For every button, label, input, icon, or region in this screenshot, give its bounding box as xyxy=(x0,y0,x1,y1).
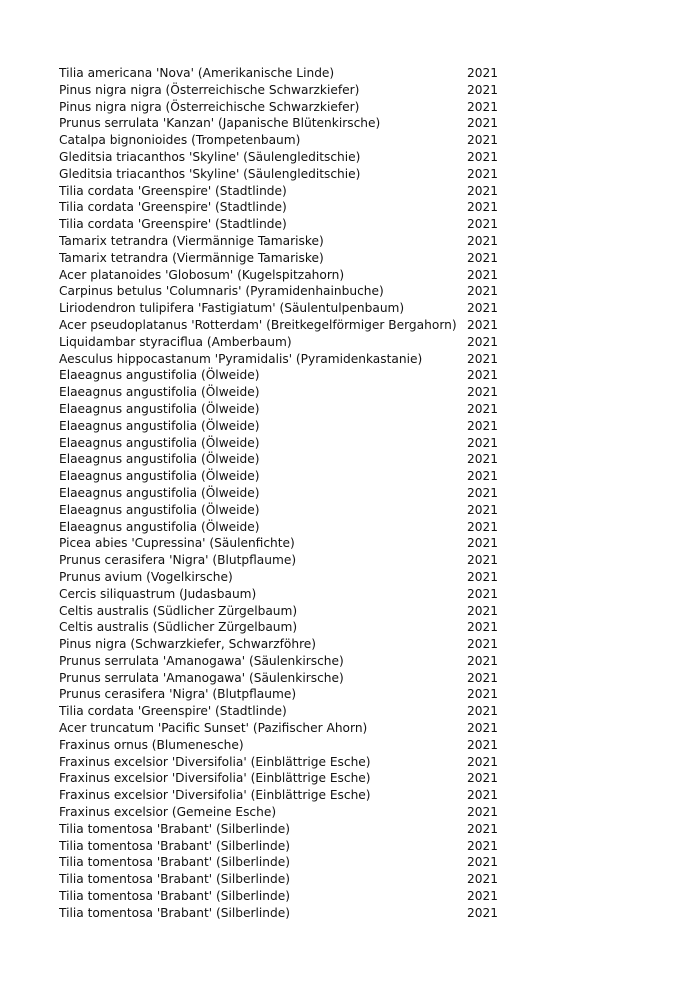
table-row xyxy=(59,519,499,536)
table-row xyxy=(59,603,499,620)
table-row xyxy=(59,636,499,653)
planting-year: 2021 xyxy=(467,704,499,719)
table-row xyxy=(59,418,499,435)
planting-year: 2021 xyxy=(467,536,499,551)
planting-year: 2021 xyxy=(467,905,499,920)
table-row xyxy=(59,670,499,687)
planting-year: 2021 xyxy=(467,485,499,500)
table-row xyxy=(59,737,499,754)
planting-year: 2021 xyxy=(467,435,499,450)
tree-name: Cercis siliquastrum (Judasbaum) xyxy=(59,586,257,601)
planting-year: 2021 xyxy=(467,133,499,148)
table-row xyxy=(59,653,499,670)
planting-year: 2021 xyxy=(467,805,499,820)
tree-list xyxy=(59,65,499,922)
planting-year: 2021 xyxy=(467,788,499,803)
tree-name: Fraxinus excelsior (Gemeine Esche) xyxy=(59,805,277,820)
planting-year: 2021 xyxy=(467,821,499,836)
tree-name: Elaeagnus angustifolia (Ölweide) xyxy=(59,435,260,450)
planting-year: 2021 xyxy=(467,385,499,400)
tree-name: Elaeagnus angustifolia (Ölweide) xyxy=(59,469,260,484)
table-row xyxy=(59,804,499,821)
tree-name: Acer truncatum 'Pacific Sunset' (Pazifischer Ahorn) xyxy=(59,721,368,736)
tree-name: Prunus cerasifera 'Nigra' (Blutpflaume) xyxy=(59,687,297,702)
planting-year: 2021 xyxy=(467,872,499,887)
planting-year: 2021 xyxy=(467,502,499,517)
planting-year: 2021 xyxy=(467,754,499,769)
tree-name: Pinus nigra (Schwarzkiefer, Schwarzföhre) xyxy=(59,637,317,652)
tree-name: Tamarix tetrandra (Viermännige Tamariske) xyxy=(59,250,324,265)
table-row xyxy=(59,283,499,300)
tree-name: Acer platanoides 'Globosum' (Kugelspitzahorn) xyxy=(59,267,345,282)
tree-name: Tilia tomentosa 'Brabant' (Silberlinde) xyxy=(59,838,290,853)
tree-name: Tamarix tetrandra (Viermännige Tamariske) xyxy=(59,233,324,248)
tree-name: Celtis australis (Südlicher Zürgelbaum) xyxy=(59,603,298,618)
tree-name: Fraxinus excelsior 'Diversifolia' (Einblättrige Esche) xyxy=(59,771,371,786)
planting-year: 2021 xyxy=(467,855,499,870)
table-row xyxy=(59,854,499,871)
planting-year: 2021 xyxy=(467,569,499,584)
tree-name: Tilia cordata 'Greenspire' (Stadtlinde) xyxy=(59,200,287,215)
table-row xyxy=(59,720,499,737)
planting-year: 2021 xyxy=(467,670,499,685)
planting-year: 2021 xyxy=(467,82,499,97)
tree-name: Fraxinus ornus (Blumenesche) xyxy=(59,737,244,752)
table-row xyxy=(59,233,499,250)
table-row xyxy=(59,149,499,166)
planting-year: 2021 xyxy=(467,233,499,248)
planting-year: 2021 xyxy=(467,418,499,433)
table-row xyxy=(59,166,499,183)
tree-name: Prunus avium (Vogelkirsche) xyxy=(59,569,233,584)
planting-year: 2021 xyxy=(467,401,499,416)
planting-year: 2021 xyxy=(467,771,499,786)
tree-name: Gleditsia triacanthos 'Skyline' (Säulengleditschie) xyxy=(59,149,361,164)
table-row xyxy=(59,838,499,855)
tree-name: Pinus nigra nigra (Österreichische Schwarzkiefer) xyxy=(59,82,360,97)
table-row xyxy=(59,871,499,888)
tree-name: Gleditsia triacanthos 'Skyline' (Säulengleditschie) xyxy=(59,166,361,181)
tree-name: Tilia cordata 'Greenspire' (Stadtlinde) xyxy=(59,183,287,198)
planting-year: 2021 xyxy=(467,267,499,282)
planting-year: 2021 xyxy=(467,620,499,635)
table-row xyxy=(59,199,499,216)
table-row xyxy=(59,334,499,351)
tree-name: Tilia tomentosa 'Brabant' (Silberlinde) xyxy=(59,821,290,836)
tree-name: Prunus serrulata 'Amanogawa' (Säulenkirsche) xyxy=(59,653,344,668)
table-row xyxy=(59,132,499,149)
planting-year: 2021 xyxy=(467,149,499,164)
table-row xyxy=(59,250,499,267)
tree-name: Acer pseudoplatanus 'Rotterdam' (Breitkegelförmiger Bergahorn) xyxy=(59,317,457,332)
tree-name: Elaeagnus angustifolia (Ölweide) xyxy=(59,368,260,383)
planting-year: 2021 xyxy=(467,116,499,131)
tree-name: Tilia tomentosa 'Brabant' (Silberlinde) xyxy=(59,872,290,887)
table-row xyxy=(59,115,499,132)
planting-year: 2021 xyxy=(467,183,499,198)
table-row xyxy=(59,686,499,703)
tree-name: Pinus nigra nigra (Österreichische Schwarzkiefer) xyxy=(59,99,360,114)
tree-name: Tilia tomentosa 'Brabant' (Silberlinde) xyxy=(59,855,290,870)
planting-year: 2021 xyxy=(467,519,499,534)
table-row xyxy=(59,770,499,787)
table-row xyxy=(59,99,499,116)
tree-name: Prunus serrulata 'Amanogawa' (Säulenkirsche) xyxy=(59,670,344,685)
table-row xyxy=(59,787,499,804)
table-row xyxy=(59,754,499,771)
table-row xyxy=(59,619,499,636)
table-row xyxy=(59,183,499,200)
planting-year: 2021 xyxy=(467,284,499,299)
table-row xyxy=(59,267,499,284)
table-row xyxy=(59,300,499,317)
planting-year: 2021 xyxy=(467,737,499,752)
tree-name: Fraxinus excelsior 'Diversifolia' (Einblättrige Esche) xyxy=(59,788,371,803)
table-row xyxy=(59,905,499,922)
planting-year: 2021 xyxy=(467,317,499,332)
table-row xyxy=(59,552,499,569)
tree-name: Elaeagnus angustifolia (Ölweide) xyxy=(59,519,260,534)
planting-year: 2021 xyxy=(467,553,499,568)
tree-name: Prunus cerasifera 'Nigra' (Blutpflaume) xyxy=(59,553,297,568)
tree-name: Elaeagnus angustifolia (Ölweide) xyxy=(59,385,260,400)
planting-year: 2021 xyxy=(467,334,499,349)
tree-name: Elaeagnus angustifolia (Ölweide) xyxy=(59,502,260,517)
table-row xyxy=(59,367,499,384)
tree-name: Prunus serrulata 'Kanzan' (Japanische Blütenkirsche) xyxy=(59,116,381,131)
table-row xyxy=(59,351,499,368)
table-row xyxy=(59,535,499,552)
table-row xyxy=(59,65,499,82)
planting-year: 2021 xyxy=(467,687,499,702)
planting-year: 2021 xyxy=(467,452,499,467)
tree-name: Fraxinus excelsior 'Diversifolia' (Einblättrige Esche) xyxy=(59,754,371,769)
tree-name: Tilia tomentosa 'Brabant' (Silberlinde) xyxy=(59,889,290,904)
table-row xyxy=(59,435,499,452)
table-row xyxy=(59,569,499,586)
tree-name: Catalpa bignonioides (Trompetenbaum) xyxy=(59,133,301,148)
planting-year: 2021 xyxy=(467,250,499,265)
tree-name: Liquidambar styraciflua (Amberbaum) xyxy=(59,334,292,349)
table-row xyxy=(59,821,499,838)
table-row xyxy=(59,82,499,99)
table-row xyxy=(59,401,499,418)
planting-year: 2021 xyxy=(467,301,499,316)
tree-name: Tilia americana 'Nova' (Amerikanische Linde) xyxy=(59,66,335,80)
table-row xyxy=(59,468,499,485)
planting-year: 2021 xyxy=(467,603,499,618)
table-row xyxy=(59,317,499,334)
table-row xyxy=(59,502,499,519)
tree-name: Tilia cordata 'Greenspire' (Stadtlinde) xyxy=(59,704,287,719)
planting-year: 2021 xyxy=(467,368,499,383)
planting-year: 2021 xyxy=(467,469,499,484)
planting-year: 2021 xyxy=(467,889,499,904)
tree-name: Carpinus betulus 'Columnaris' (Pyramidenhainbuche) xyxy=(59,284,384,299)
table-row xyxy=(59,888,499,905)
planting-year: 2021 xyxy=(467,586,499,601)
planting-year: 2021 xyxy=(467,66,499,80)
tree-name: Elaeagnus angustifolia (Ölweide) xyxy=(59,418,260,433)
planting-year: 2021 xyxy=(467,200,499,215)
table-row xyxy=(59,451,499,468)
tree-name: Tilia cordata 'Greenspire' (Stadtlinde) xyxy=(59,217,287,232)
table-row xyxy=(59,216,499,233)
tree-name: Aesculus hippocastanum 'Pyramidalis' (Pyramidenkastanie) xyxy=(59,351,423,366)
planting-year: 2021 xyxy=(467,217,499,232)
planting-year: 2021 xyxy=(467,637,499,652)
tree-name: Celtis australis (Südlicher Zürgelbaum) xyxy=(59,620,298,635)
planting-year: 2021 xyxy=(467,351,499,366)
table-row xyxy=(59,384,499,401)
tree-name: Elaeagnus angustifolia (Ölweide) xyxy=(59,401,260,416)
table-row xyxy=(59,703,499,720)
planting-year: 2021 xyxy=(467,721,499,736)
table-row xyxy=(59,586,499,603)
tree-name: Liriodendron tulipifera 'Fastigiatum' (Säulentulpenbaum) xyxy=(59,301,405,316)
planting-year: 2021 xyxy=(467,653,499,668)
planting-year: 2021 xyxy=(467,166,499,181)
tree-name: Tilia tomentosa 'Brabant' (Silberlinde) xyxy=(59,905,290,920)
tree-name: Picea abies 'Cupressina' (Säulenfichte) xyxy=(59,536,295,551)
planting-year: 2021 xyxy=(467,99,499,114)
planting-year: 2021 xyxy=(467,838,499,853)
table-row xyxy=(59,485,499,502)
tree-name: Elaeagnus angustifolia (Ölweide) xyxy=(59,452,260,467)
tree-name: Elaeagnus angustifolia (Ölweide) xyxy=(59,485,260,500)
